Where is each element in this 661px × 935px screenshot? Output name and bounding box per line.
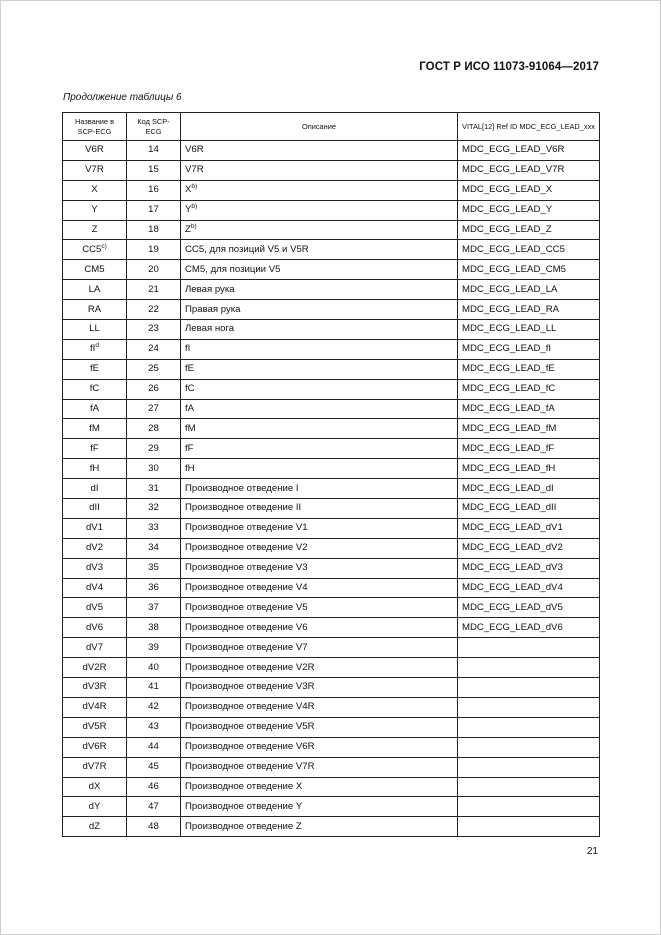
table-header-row	[63, 113, 600, 141]
cell-code: 44	[127, 737, 181, 757]
cell-description	[181, 240, 458, 260]
cell-name	[63, 638, 127, 658]
table-row	[63, 200, 600, 220]
cell-description	[181, 538, 458, 558]
lead-description: Левая рука	[185, 283, 235, 295]
table-row	[63, 777, 600, 797]
lead-description: fI	[185, 343, 191, 355]
cell-code: 48	[127, 817, 181, 837]
lead-name: RA	[87, 303, 102, 315]
cell-name	[63, 359, 127, 379]
table-row	[63, 260, 600, 280]
column-header-code: Код SCP-ECG	[127, 113, 181, 141]
cell-vital-ref: MDC_ECG_LEAD_Z	[458, 220, 600, 240]
cell-name	[63, 697, 127, 717]
cell-code: 28	[127, 419, 181, 439]
cell-name	[63, 479, 127, 499]
cell-name	[63, 399, 127, 419]
cell-vital-ref: MDC_ECG_LEAD_LL	[458, 320, 600, 340]
cell-vital-ref	[458, 777, 600, 797]
cell-vital-ref: MDC_ECG_LEAD_dII	[458, 499, 600, 519]
lead-description: CM5, для позиции V5	[185, 263, 281, 275]
lead-description: Производное отведение V2R	[185, 661, 315, 673]
lead-description: fH	[185, 462, 195, 474]
cell-name	[63, 260, 127, 280]
cell-name	[63, 777, 127, 797]
lead-description: Производное отведение V5R	[185, 721, 315, 733]
cell-description	[181, 459, 458, 479]
cell-description	[181, 817, 458, 837]
lead-description: Производное отведение Y	[185, 800, 303, 812]
cell-description	[181, 399, 458, 419]
cell-name	[63, 578, 127, 598]
lead-name: dV7R	[82, 761, 107, 773]
cell-description	[181, 578, 458, 598]
table-row	[63, 598, 600, 618]
lead-table	[62, 112, 600, 837]
cell-code: 36	[127, 578, 181, 598]
table-row	[63, 180, 600, 200]
table-row	[63, 558, 600, 578]
cell-code: 23	[127, 320, 181, 340]
table-row	[63, 678, 600, 698]
cell-name	[63, 379, 127, 399]
cell-description	[181, 379, 458, 399]
cell-name	[63, 419, 127, 439]
cell-name	[63, 141, 127, 161]
cell-description	[181, 280, 458, 300]
cell-code: 32	[127, 499, 181, 519]
table-row	[63, 320, 600, 340]
lead-name: fE	[89, 363, 100, 375]
cell-vital-ref: MDC_ECG_LEAD_dV2	[458, 538, 600, 558]
cell-code: 35	[127, 558, 181, 578]
cell-code: 46	[127, 777, 181, 797]
table-row	[63, 578, 600, 598]
cell-description	[181, 737, 458, 757]
cell-description	[181, 518, 458, 538]
lead-description: fE	[185, 363, 195, 375]
table-row	[63, 359, 600, 379]
table-row	[63, 439, 600, 459]
cell-code: 16	[127, 180, 181, 200]
lead-name: V7R	[85, 164, 104, 176]
cell-description	[181, 141, 458, 161]
cell-code: 39	[127, 638, 181, 658]
table-row	[63, 300, 600, 320]
lead-name: Z	[91, 224, 98, 235]
cell-vital-ref: MDC_ECG_LEAD_CM5	[458, 260, 600, 280]
table-row	[63, 797, 600, 817]
lead-description: Производное отведение V6	[185, 621, 308, 633]
lead-name: fA	[89, 403, 100, 415]
cell-vital-ref: MDC_ECG_LEAD_CC5	[458, 240, 600, 260]
cell-description	[181, 598, 458, 618]
column-header-vital: VITAL[12] Ref ID MDC_ECG_LEAD_xxx	[458, 113, 600, 141]
cell-vital-ref: MDC_ECG_LEAD_dV5	[458, 598, 600, 618]
lead-name: fM	[89, 422, 100, 434]
table-row	[63, 638, 600, 658]
footnote-marker: b)	[190, 223, 197, 230]
lead-description: Производное отведение V6R	[185, 741, 315, 753]
lead-name: dII	[89, 502, 100, 514]
cell-code: 45	[127, 757, 181, 777]
lead-name: dV3R	[82, 681, 107, 693]
cell-vital-ref: MDC_ECG_LEAD_RA	[458, 300, 600, 320]
cell-code: 21	[127, 280, 181, 300]
table-row	[63, 518, 600, 538]
lead-description: Правая рука	[185, 303, 241, 315]
cell-name	[63, 797, 127, 817]
cell-name	[63, 220, 127, 240]
table-row	[63, 757, 600, 777]
cell-vital-ref	[458, 697, 600, 717]
cell-name	[63, 817, 127, 837]
cell-name	[63, 280, 127, 300]
cell-name	[63, 499, 127, 519]
lead-description: Производное отведение I	[185, 482, 299, 494]
lead-description: fA	[185, 403, 195, 415]
lead-description: CC5, для позиций V5 и V5R	[185, 243, 309, 255]
cell-name	[63, 180, 127, 200]
lead-name: dY	[88, 800, 101, 812]
lead-description: Производное отведение V3R	[185, 681, 315, 693]
cell-code: 25	[127, 359, 181, 379]
cell-code: 47	[127, 797, 181, 817]
cell-vital-ref: MDC_ECG_LEAD_dI	[458, 479, 600, 499]
cell-vital-ref: MDC_ECG_LEAD_LA	[458, 280, 600, 300]
cell-code: 38	[127, 618, 181, 638]
lead-name: dV3	[85, 562, 104, 574]
cell-vital-ref	[458, 658, 600, 678]
lead-name: dX	[88, 780, 101, 792]
cell-name	[63, 618, 127, 638]
cell-code: 17	[127, 200, 181, 220]
table-row	[63, 499, 600, 519]
cell-name	[63, 439, 127, 459]
table-row	[63, 618, 600, 638]
cell-name	[63, 558, 127, 578]
cell-description	[181, 658, 458, 678]
cell-vital-ref	[458, 757, 600, 777]
lead-name: dV4R	[82, 701, 107, 713]
cell-code: 26	[127, 379, 181, 399]
cell-vital-ref	[458, 638, 600, 658]
lead-description: Производное отведение V3	[185, 562, 308, 574]
cell-name	[63, 598, 127, 618]
cell-vital-ref: MDC_ECG_LEAD_fA	[458, 399, 600, 419]
lead-description: X	[185, 184, 192, 196]
cell-name	[63, 757, 127, 777]
lead-name: dV1	[85, 522, 104, 534]
cell-description	[181, 180, 458, 200]
lead-description: Производное отведение V1	[185, 522, 308, 534]
cell-description	[181, 558, 458, 578]
table-row	[63, 658, 600, 678]
column-header-description: Описание	[181, 113, 458, 141]
lead-description: Y	[185, 204, 192, 216]
lead-description: V7R	[185, 164, 204, 176]
lead-name: dV2R	[82, 661, 107, 673]
cell-description	[181, 220, 458, 240]
cell-name	[63, 678, 127, 698]
cell-vital-ref: MDC_ECG_LEAD_fI	[458, 339, 600, 359]
footnote-marker: c)	[101, 242, 107, 250]
lead-name: fC	[89, 383, 100, 395]
cell-description	[181, 638, 458, 658]
lead-description: Производное отведение V7R	[185, 761, 315, 773]
cell-code: 33	[127, 518, 181, 538]
cell-vital-ref: MDC_ECG_LEAD_Y	[458, 200, 600, 220]
cell-code: 15	[127, 160, 181, 180]
lead-description: Z	[185, 224, 191, 235]
lead-description: Левая нога	[185, 323, 235, 335]
cell-code: 22	[127, 300, 181, 320]
cell-vital-ref	[458, 817, 600, 837]
lead-description: Производное отведение V4	[185, 582, 308, 594]
cell-description	[181, 717, 458, 737]
cell-vital-ref: MDC_ECG_LEAD_fC	[458, 379, 600, 399]
cell-vital-ref	[458, 678, 600, 698]
lead-name: LL	[89, 323, 100, 335]
cell-name	[63, 538, 127, 558]
cell-name	[63, 518, 127, 538]
cell-vital-ref: MDC_ECG_LEAD_dV1	[458, 518, 600, 538]
cell-description	[181, 160, 458, 180]
lead-description: Производное отведение V7	[185, 641, 308, 653]
lead-name: dZ	[88, 820, 101, 832]
lead-name: dV5R	[82, 721, 107, 733]
lead-name: Y	[91, 204, 98, 216]
lead-name: fF	[90, 442, 99, 454]
cell-name	[63, 300, 127, 320]
lead-name: dI	[90, 482, 99, 494]
lead-name: dV6	[85, 621, 104, 633]
table-caption: Продолжение таблицы 6	[63, 92, 182, 103]
cell-vital-ref: MDC_ECG_LEAD_dV3	[458, 558, 600, 578]
table-row	[63, 160, 600, 180]
cell-code: 43	[127, 717, 181, 737]
table-row	[63, 220, 600, 240]
cell-description	[181, 439, 458, 459]
cell-vital-ref: MDC_ECG_LEAD_fM	[458, 419, 600, 439]
table-row	[63, 459, 600, 479]
column-header-name: Название в SCP-ECG	[63, 113, 127, 141]
lead-description: V6R	[185, 144, 204, 156]
cell-description	[181, 200, 458, 220]
cell-code: 18	[127, 220, 181, 240]
cell-description	[181, 359, 458, 379]
cell-description	[181, 320, 458, 340]
lead-name: fI	[90, 343, 96, 355]
cell-description	[181, 697, 458, 717]
cell-description	[181, 300, 458, 320]
lead-name: dV7	[85, 641, 104, 653]
footnote-marker: d	[95, 342, 99, 350]
cell-code: 24	[127, 339, 181, 359]
cell-vital-ref: MDC_ECG_LEAD_fE	[458, 359, 600, 379]
cell-name	[63, 320, 127, 340]
cell-vital-ref	[458, 717, 600, 737]
table-row	[63, 399, 600, 419]
cell-name	[63, 160, 127, 180]
cell-code: 37	[127, 598, 181, 618]
table-row	[63, 479, 600, 499]
cell-code: 27	[127, 399, 181, 419]
lead-description: fC	[185, 383, 195, 395]
table-row	[63, 141, 600, 161]
cell-code: 31	[127, 479, 181, 499]
lead-name: LA	[88, 283, 101, 295]
lead-name: dV2	[85, 542, 104, 554]
cell-code: 41	[127, 678, 181, 698]
cell-description	[181, 678, 458, 698]
table-row	[63, 379, 600, 399]
lead-description: Производное отведение X	[185, 780, 303, 792]
lead-name: fH	[89, 462, 100, 474]
cell-name	[63, 339, 127, 359]
document-header: ГОСТ Р ИСО 11073-91064—2017	[419, 61, 599, 73]
cell-description	[181, 339, 458, 359]
lead-description: Производное отведение II	[185, 502, 302, 514]
lead-name: CC5	[82, 243, 102, 255]
cell-name	[63, 240, 127, 260]
table-row	[63, 240, 600, 260]
lead-name: V6R	[85, 144, 104, 156]
cell-vital-ref: MDC_ECG_LEAD_dV6	[458, 618, 600, 638]
lead-description: Производное отведение V5	[185, 601, 308, 613]
cell-name	[63, 717, 127, 737]
cell-description	[181, 797, 458, 817]
lead-name: X	[91, 184, 98, 196]
cell-vital-ref: MDC_ECG_LEAD_V7R	[458, 160, 600, 180]
page-number: 21	[586, 846, 598, 857]
cell-vital-ref	[458, 737, 600, 757]
cell-name	[63, 737, 127, 757]
lead-description: Производное отведение V4R	[185, 701, 315, 713]
lead-name: dV5	[85, 601, 104, 613]
cell-description	[181, 479, 458, 499]
cell-code: 42	[127, 697, 181, 717]
table-row	[63, 717, 600, 737]
cell-code: 34	[127, 538, 181, 558]
cell-description	[181, 618, 458, 638]
cell-description	[181, 499, 458, 519]
cell-name	[63, 459, 127, 479]
lead-description: Производное отведение V2	[185, 542, 308, 554]
lead-name: CM5	[84, 263, 105, 275]
table-row	[63, 737, 600, 757]
lead-description: Производное отведение Z	[185, 820, 302, 832]
table-row	[63, 697, 600, 717]
cell-description	[181, 260, 458, 280]
table-row	[63, 538, 600, 558]
lead-name: dV6R	[82, 741, 107, 753]
cell-vital-ref: MDC_ECG_LEAD_fF	[458, 439, 600, 459]
lead-description: fM	[185, 422, 196, 434]
cell-vital-ref: MDC_ECG_LEAD_fH	[458, 459, 600, 479]
cell-code: 20	[127, 260, 181, 280]
footnote-marker: b)	[191, 183, 198, 191]
cell-code: 40	[127, 658, 181, 678]
table-row	[63, 817, 600, 837]
cell-name	[63, 200, 127, 220]
cell-description	[181, 419, 458, 439]
cell-code: 30	[127, 459, 181, 479]
table-row	[63, 280, 600, 300]
cell-name	[63, 658, 127, 678]
cell-vital-ref: MDC_ECG_LEAD_X	[458, 180, 600, 200]
lead-description: fF	[185, 442, 194, 454]
footnote-marker: b)	[191, 203, 198, 211]
cell-code: 14	[127, 141, 181, 161]
table-row	[63, 419, 600, 439]
lead-name: dV4	[85, 582, 104, 594]
table-body	[63, 141, 600, 837]
table-row	[63, 339, 600, 359]
cell-code: 29	[127, 439, 181, 459]
cell-vital-ref: MDC_ECG_LEAD_V6R	[458, 141, 600, 161]
cell-description	[181, 777, 458, 797]
cell-vital-ref: MDC_ECG_LEAD_dV4	[458, 578, 600, 598]
cell-vital-ref	[458, 797, 600, 817]
cell-description	[181, 757, 458, 777]
cell-code: 19	[127, 240, 181, 260]
